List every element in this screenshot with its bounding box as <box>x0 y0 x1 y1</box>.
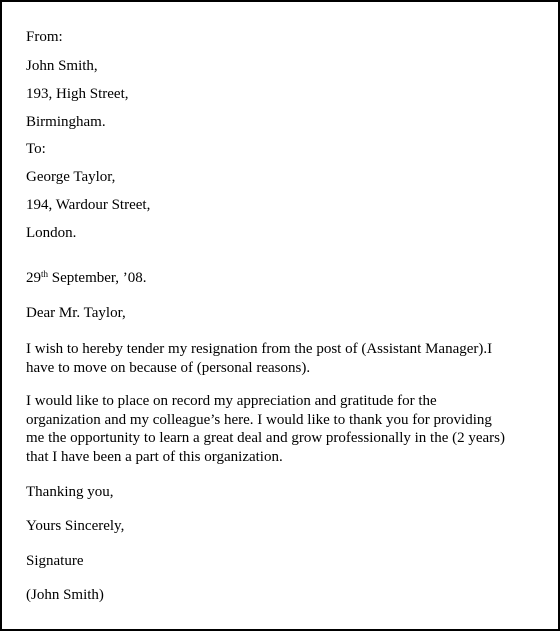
date-day-suffix: th <box>41 269 49 279</box>
recipient-address-line-2: London. <box>26 225 77 241</box>
letter-date <box>26 269 147 287</box>
paragraph-appreciation <box>26 392 546 466</box>
paragraph-line: I would like to place on record my appreciation and gratitude for the <box>26 393 437 409</box>
paragraph-line: I wish to hereby tender my resignation from the post of (Assistant Manager).I <box>26 341 493 357</box>
date-day: 29 <box>26 270 41 286</box>
recipient-name: George Taylor, <box>26 169 116 185</box>
signer-name: (John Smith) <box>26 587 104 603</box>
date-rest: September, ’08. <box>48 270 147 286</box>
from-label: From: <box>26 29 63 45</box>
signature-line: Signature <box>26 553 84 569</box>
sender-address-line-1: 193, High Street, <box>26 86 129 102</box>
recipient-address-line-1: 194, Wardour Street, <box>26 197 151 213</box>
paragraph-resignation <box>26 340 546 377</box>
closing-line: Yours Sincerely, <box>26 518 125 534</box>
to-label: To: <box>26 141 46 157</box>
paragraph-line: that I have been a part of this organization. <box>26 448 283 465</box>
paragraph-line: me the opportunity to learn a great deal and grow professionally in the (2 years) <box>26 430 506 446</box>
thanking-line: Thanking you, <box>26 484 114 500</box>
salutation: Dear Mr. Taylor, <box>26 305 126 321</box>
paragraph-line: organization and my colleague’s here. I would like to thank you for providing <box>26 411 492 428</box>
sender-name: John Smith, <box>26 58 98 74</box>
sender-address-line-2: Birmingham. <box>26 114 106 130</box>
paragraph-line: have to move on because of (personal reasons). <box>26 359 311 376</box>
